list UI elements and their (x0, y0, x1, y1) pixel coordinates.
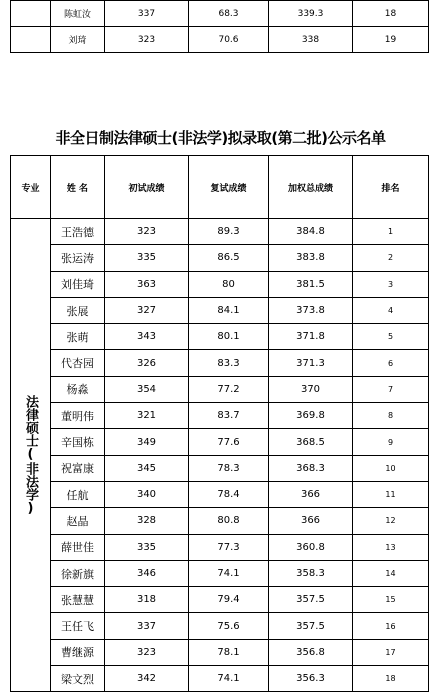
name-cell: 董明伟 (51, 403, 105, 429)
rank-cell: 9 (353, 429, 429, 455)
name-cell: 杨淼 (51, 376, 105, 402)
retest-score-cell: 83.7 (189, 403, 269, 429)
rank-cell: 7 (353, 376, 429, 402)
table-row (11, 27, 429, 53)
rank-cell: 12 (353, 508, 429, 534)
name-cell: 张萌 (51, 324, 105, 350)
table-row (11, 1, 429, 27)
retest-score-cell: 74.1 (189, 666, 269, 692)
admission-table (10, 155, 429, 692)
name-cell: 王任飞 (51, 613, 105, 639)
initial-score-cell: 321 (105, 403, 189, 429)
retest-score-cell: 77.6 (189, 429, 269, 455)
retest-score-cell: 79.4 (189, 587, 269, 613)
initial-score-cell: 340 (105, 481, 189, 507)
initial-score-cell: 335 (105, 245, 189, 271)
rank-cell: 16 (353, 613, 429, 639)
retest-score-cell: 77.3 (189, 534, 269, 560)
rank-cell: 17 (353, 639, 429, 665)
initial-score-cell: 328 (105, 508, 189, 534)
rank-cell: 2 (353, 245, 429, 271)
initial-score-cell: 323 (105, 27, 189, 53)
name-cell: 曹继源 (51, 639, 105, 665)
header-rank: 排名 (353, 156, 429, 219)
rank-cell: 18 (353, 666, 429, 692)
table-row (11, 455, 429, 481)
initial-score-cell: 323 (105, 639, 189, 665)
name-cell: 祝富康 (51, 455, 105, 481)
table-row (11, 639, 429, 665)
header-name: 姓 名 (51, 156, 105, 219)
table-row (11, 219, 429, 245)
initial-score-cell: 337 (105, 1, 189, 27)
total-score-cell: 369.8 (269, 403, 353, 429)
name-cell: 王浩德 (51, 219, 105, 245)
retest-score-cell: 74.1 (189, 560, 269, 586)
rank-cell: 14 (353, 560, 429, 586)
total-score-cell: 357.5 (269, 613, 353, 639)
major-cell: 法律硕士(非法学) (11, 219, 51, 692)
table-row (11, 534, 429, 560)
table-row (11, 587, 429, 613)
header-major: 专业 (11, 156, 51, 219)
table-row (11, 271, 429, 297)
rank-cell: 13 (353, 534, 429, 560)
initial-score-cell: 363 (105, 271, 189, 297)
table-row (11, 666, 429, 692)
initial-score-cell: 346 (105, 560, 189, 586)
initial-score-cell: 318 (105, 587, 189, 613)
table-row (11, 429, 429, 455)
rank-cell: 3 (353, 271, 429, 297)
table-row (11, 560, 429, 586)
retest-score-cell: 70.6 (189, 27, 269, 53)
total-score-cell: 373.8 (269, 297, 353, 323)
total-score-cell: 368.5 (269, 429, 353, 455)
table-row (11, 403, 429, 429)
rank-cell: 6 (353, 350, 429, 376)
retest-score-cell: 89.3 (189, 219, 269, 245)
rank-cell: 19 (353, 27, 429, 53)
total-score-cell: 366 (269, 508, 353, 534)
total-score-cell: 368.3 (269, 455, 353, 481)
name-cell: 张运涛 (51, 245, 105, 271)
retest-score-cell: 80.8 (189, 508, 269, 534)
initial-score-cell: 337 (105, 613, 189, 639)
name-cell: 刘佳琦 (51, 271, 105, 297)
name-cell: 陈虹汝 (51, 1, 105, 27)
table-header-row (11, 156, 429, 219)
total-score-cell: 371.3 (269, 350, 353, 376)
rank-cell: 15 (353, 587, 429, 613)
initial-score-cell: 342 (105, 666, 189, 692)
name-cell: 张慧慧 (51, 587, 105, 613)
rank-cell: 18 (353, 1, 429, 27)
rank-cell: 5 (353, 324, 429, 350)
major-cell (11, 27, 51, 53)
table-row (11, 350, 429, 376)
total-score-cell: 358.3 (269, 560, 353, 586)
retest-score-cell: 77.2 (189, 376, 269, 402)
total-score-cell: 356.3 (269, 666, 353, 692)
name-cell: 辛国栋 (51, 429, 105, 455)
name-cell: 赵晶 (51, 508, 105, 534)
total-score-cell: 339.3 (269, 1, 353, 27)
header-retest-score: 复试成绩 (189, 156, 269, 219)
retest-score-cell: 80 (189, 271, 269, 297)
previous-page-table (10, 0, 429, 53)
initial-score-cell: 345 (105, 455, 189, 481)
rank-cell: 10 (353, 455, 429, 481)
total-score-cell: 338 (269, 27, 353, 53)
initial-score-cell: 354 (105, 376, 189, 402)
total-score-cell: 381.5 (269, 271, 353, 297)
table-row (11, 324, 429, 350)
initial-score-cell: 335 (105, 534, 189, 560)
retest-score-cell: 84.1 (189, 297, 269, 323)
total-score-cell: 357.5 (269, 587, 353, 613)
table-row (11, 376, 429, 402)
total-score-cell: 384.8 (269, 219, 353, 245)
retest-score-cell: 78.3 (189, 455, 269, 481)
name-cell: 梁文烈 (51, 666, 105, 692)
retest-score-cell: 80.1 (189, 324, 269, 350)
rank-cell: 8 (353, 403, 429, 429)
initial-score-cell: 327 (105, 297, 189, 323)
initial-score-cell: 343 (105, 324, 189, 350)
rank-cell: 4 (353, 297, 429, 323)
rank-cell: 1 (353, 219, 429, 245)
retest-score-cell: 75.6 (189, 613, 269, 639)
name-cell: 薛世佳 (51, 534, 105, 560)
initial-score-cell: 326 (105, 350, 189, 376)
name-cell: 代杏园 (51, 350, 105, 376)
total-score-cell: 366 (269, 481, 353, 507)
page-title: 非全日制法律硕士(非法学)拟录取(第二批)公示名单 (55, 129, 386, 147)
initial-score-cell: 349 (105, 429, 189, 455)
table-row (11, 481, 429, 507)
table-row (11, 613, 429, 639)
table-row (11, 245, 429, 271)
total-score-cell: 360.8 (269, 534, 353, 560)
retest-score-cell: 83.3 (189, 350, 269, 376)
name-cell: 徐新旗 (51, 560, 105, 586)
total-score-cell: 356.8 (269, 639, 353, 665)
header-initial-score: 初试成绩 (105, 156, 189, 219)
retest-score-cell: 68.3 (189, 1, 269, 27)
name-cell: 刘琦 (51, 27, 105, 53)
initial-score-cell: 323 (105, 219, 189, 245)
total-score-cell: 370 (269, 376, 353, 402)
header-total-score: 加权总成绩 (269, 156, 353, 219)
rank-cell: 11 (353, 481, 429, 507)
name-cell: 张展 (51, 297, 105, 323)
retest-score-cell: 86.5 (189, 245, 269, 271)
major-cell (11, 1, 51, 27)
table-row (11, 508, 429, 534)
total-score-cell: 371.8 (269, 324, 353, 350)
table-row (11, 297, 429, 323)
retest-score-cell: 78.1 (189, 639, 269, 665)
total-score-cell: 383.8 (269, 245, 353, 271)
retest-score-cell: 78.4 (189, 481, 269, 507)
name-cell: 任航 (51, 481, 105, 507)
